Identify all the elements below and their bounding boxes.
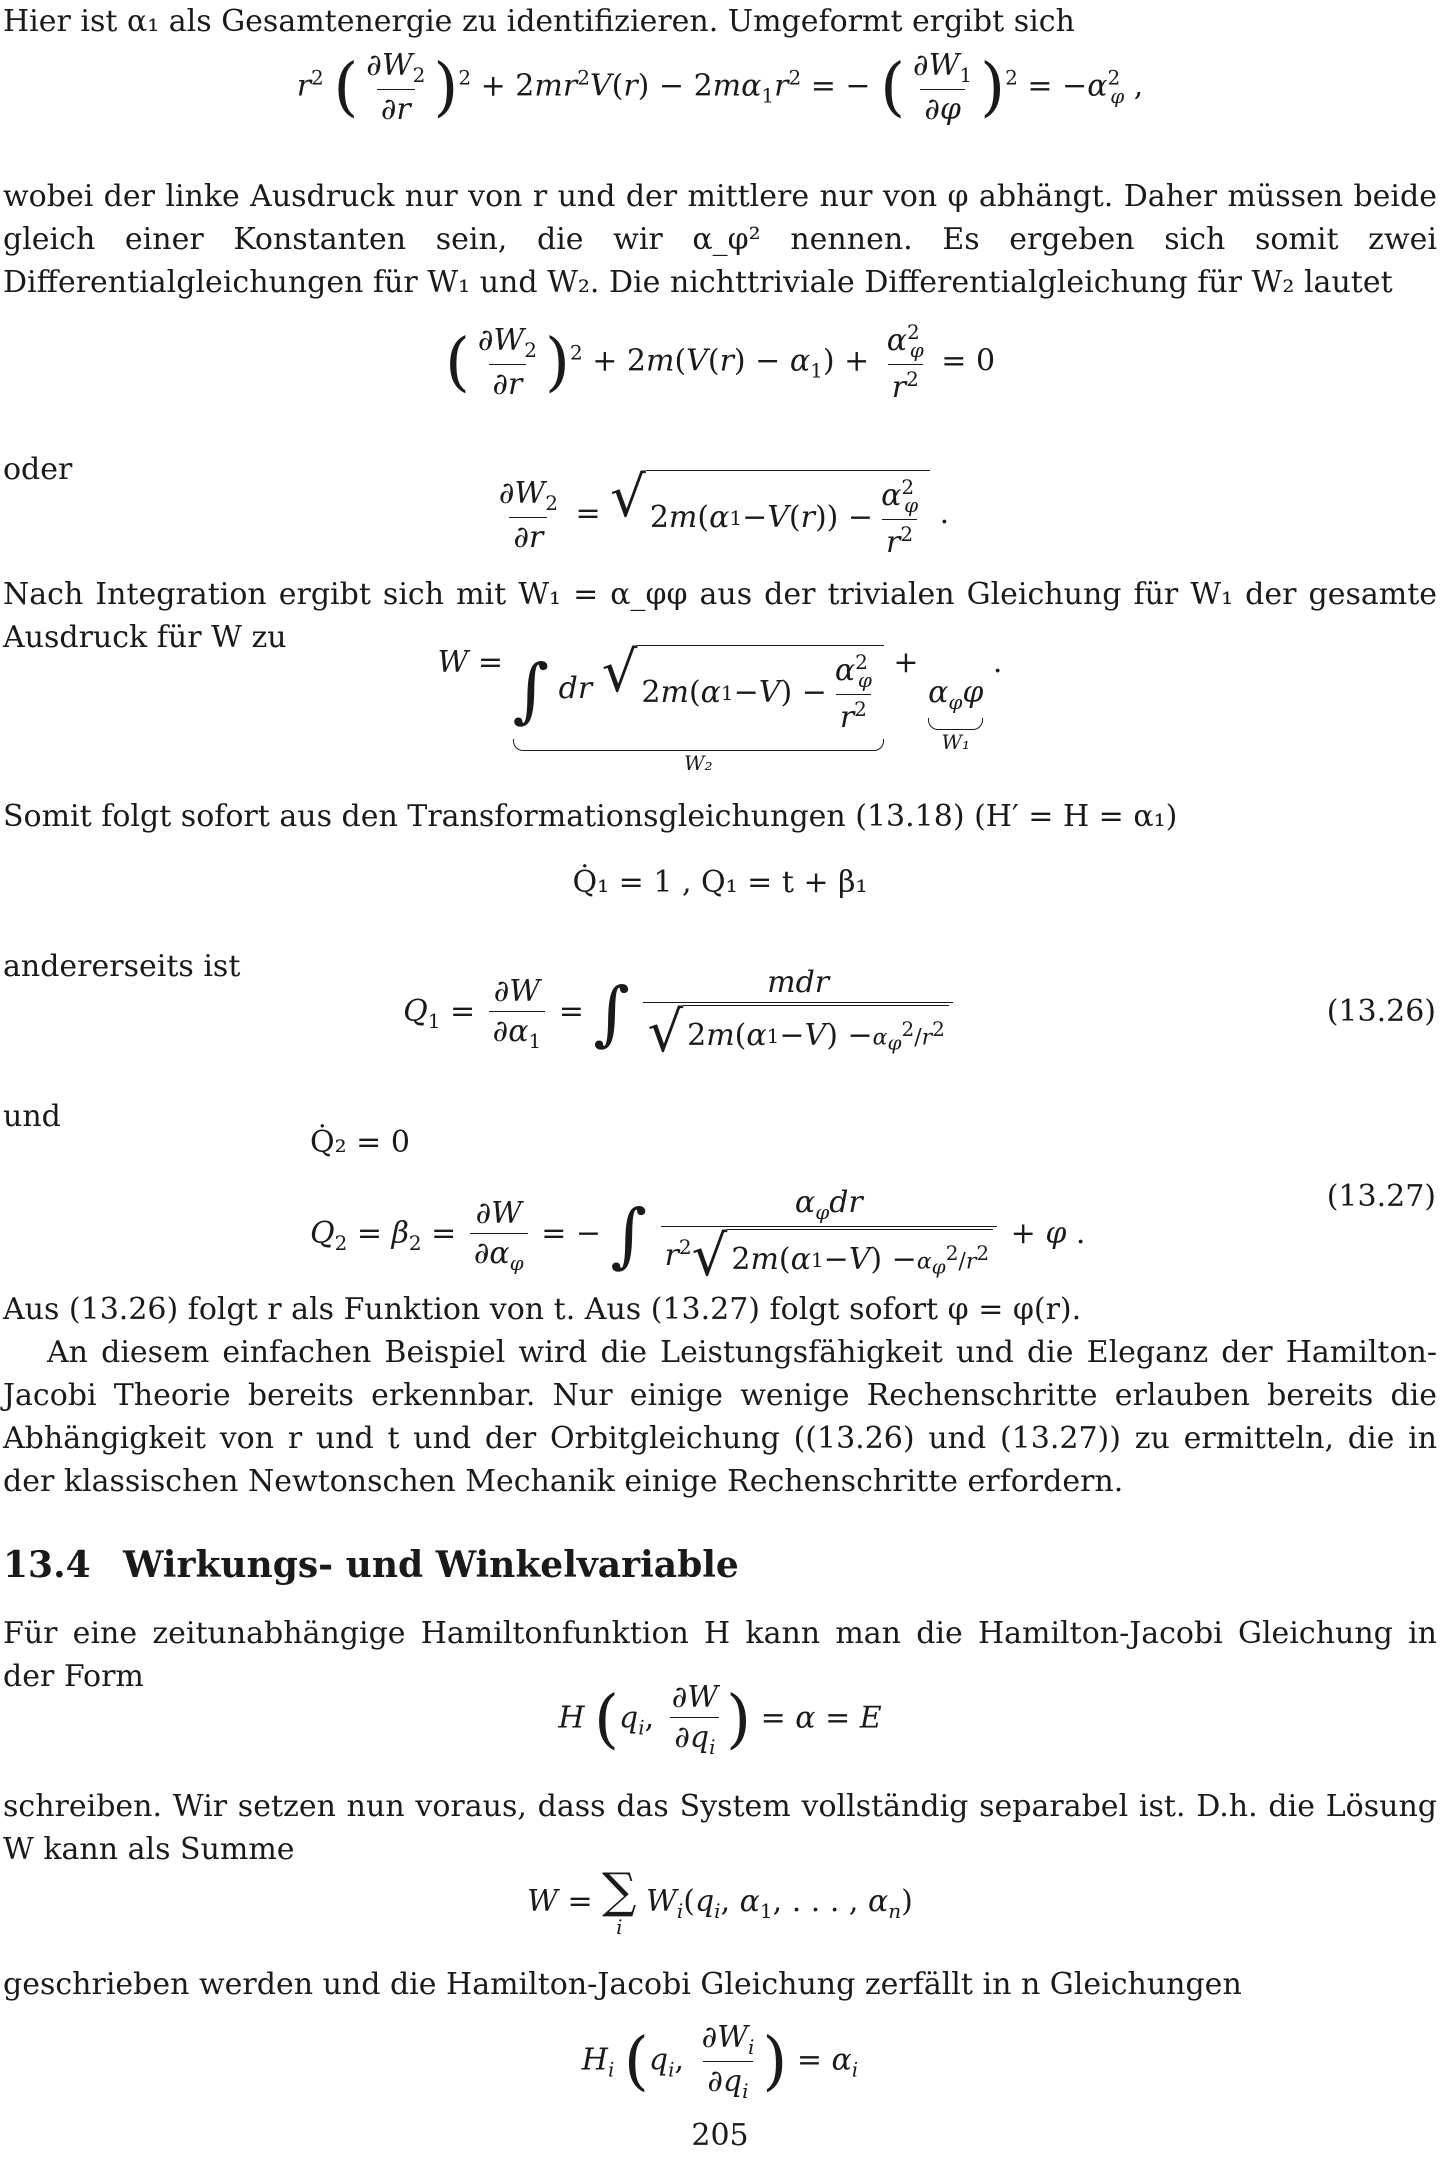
equation-w-sum: W = ∑ i $W_i(q_i$, $\alpha_1$, . . . , $\alpha_n$) xyxy=(527,1863,913,1939)
equation-q1: Q̇₁ = 1 , Q₁ = t + β₁ xyxy=(572,865,868,900)
equation-hi: $H_i$ ($q_i$, $\frac{\partial W_i}{\partial q_i}$ ) = $\alpha_i$ xyxy=(581,2020,859,2103)
section-title: Wirkungs- und Winkelvariable xyxy=(123,1544,739,1586)
paragraph-transformation: Somit folgt sofort aus den Transformationsgleichungen (13.18) (H′ = H = α₁) xyxy=(3,799,1178,834)
paragraph-hamilton: Für eine zeitunabhängige Hamiltonfunktion H kann man die Hamilton-Jacobi Gleichung in der Form xyxy=(3,1616,1437,1694)
label-andererseits: andererseits ist xyxy=(3,949,241,984)
equation-w-total: W = ∫ dr √ 2 m ( α 1 − V ) − $\frac{\alpha^2_\varphi}{r^2}$ W₂ + $\alpha_\varphi\varphi$ W₁ . xyxy=(437,640,1003,775)
paragraph-integration: Nach Integration ergibt sich mit W₁ = α_φφ aus der trivialen Gleichung für W₁ der gesamte Ausdruck für W zu xyxy=(3,577,1437,655)
equation-number-13-26: (13.26) xyxy=(1326,994,1436,1029)
equation-q2-dot: Q̇₂ = 0 xyxy=(310,1125,410,1160)
paragraph-decomposition: geschrieben werden und die Hamilton-Jacobi Gleichung zerfällt in n Gleichungen xyxy=(3,1967,1242,2002)
equation-number-13-27: (13.27) xyxy=(1326,1179,1436,1214)
brace-label-w1: W₁ xyxy=(941,730,971,754)
paragraph-separable: schreiben. Wir setzen nun voraus, dass das System vollständig separabel ist. D.h. die Lösung W kann als Summe xyxy=(3,1789,1437,1867)
section-number: 13.4 xyxy=(3,1544,91,1586)
label-oder: oder xyxy=(3,452,73,487)
brace-label-w2: W₂ xyxy=(683,751,713,775)
paragraph-separation: wobei der linke Ausdruck nur von r und der mittlere nur von φ abhängt. Daher müssen beide gleich einer Konstanten sein, die wir α_φ² nennen. Es ergeben sich somit zwei Differentialgleichungen für W₁ und W₂. Die nichttriviale Differentialgleichung für W₂ lautet xyxy=(3,179,1437,300)
label-und: und xyxy=(3,1099,61,1134)
equation-hamilton-jacobi: H ($q_i$, $\frac{\partial W}{\partial q_i}$ ) = α = E xyxy=(558,1680,882,1759)
equation-13-27 xyxy=(310,1125,1086,1289)
equation-q2: $Q_2 = \beta_2$ = $\frac{\partial W}{\partial\alpha_\varphi}$ = − ∫ $\alpha_\varphi dr$ $r^2$ √ 2 m ( α 1 − V ) − $\alpha_\varphi^2/r^2$ + φ . xyxy=(310,1185,1086,1289)
section-heading xyxy=(3,1540,739,1590)
paragraph-conclusion: Aus (13.26) folgt r als Funktion von t. Aus (13.27) folgt sofort φ = φ(r). xyxy=(3,1292,1082,1327)
paragraph-example: An diesem einfachen Beispiel wird die Leistungsfähigkeit und die Eleganz der Hamilton-Jacobi Theorie bereits erkennbar. Nur einige wenige Rechenschritte erlauben bereits die Abhängigkeit von r und t und der Orbitgleichung ((13.26) und (13.27)) zu ermitteln, die in der klassischen Newtonschen Mechanik einige Rechenschritte erfordern. xyxy=(3,1335,1437,1499)
page-number: 205 xyxy=(691,2118,749,2153)
equation-separation: $r^2$ ( $\frac{\partial W_2}{\partial r}$ )$^2 + 2mr^2V(r) - 2m\alpha_1r^2$ = − ( $\frac{\partial W_1}{\partial\varphi}$ )$^2 = -\alpha^2_\varphi$ , xyxy=(296,48,1144,127)
equation-w2-derivative: $\frac{\partial W_2}{\partial r}$ = √ 2 m ( α 1 − V ( r )) − $\frac{\alpha^2_\varphi}{r^2}$ . xyxy=(498,465,950,560)
equation-13-26: $Q_1$ = $\frac{\partial W}{\partial\alpha_1}$ = ∫ mdr √ 2 m ( α 1 − V ) − $\alpha_\varphi^2/r^2$ xyxy=(0,965,1400,1061)
paragraph-intro: Hier ist α₁ als Gesamtenergie zu identifizieren. Umgeformt ergibt sich xyxy=(3,4,1075,39)
equation-w2-ode: ( $\frac{\partial W_2}{\partial r}$ )$^2 + 2m(V(r) - \alpha_1)$ + $\frac{\alpha^2_\varphi}{r^2}$ = 0 xyxy=(444,320,996,405)
